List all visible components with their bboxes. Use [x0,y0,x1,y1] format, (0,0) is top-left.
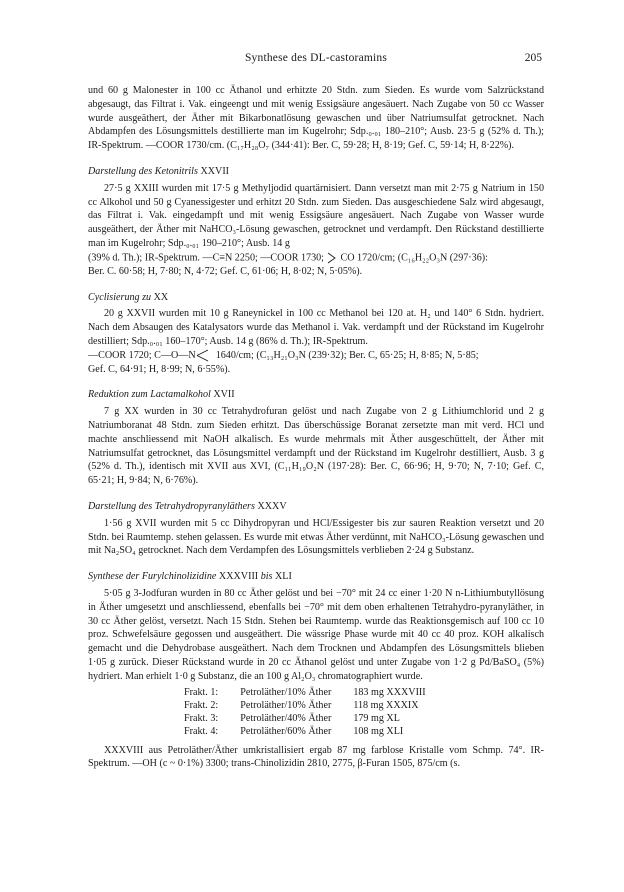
fraction-amount: 118 mg XXXIX [353,699,419,711]
paragraph-reduktion: 7 g XX wurden in 30 cc Tetrahydrofuran gelöst und nach Zugabe von 2 g Lithiumchlorid und 2 g Natriumboranat 48 Stdn. zum Sieden erhitzt. Das überschüssige Boranat zersetzte man mit verd. HCl und machte anschliessend mit NaOH alkalisch. Es wurde mehrmals mit Äther ausgeschüttelt, der Äther mit Natriumsulfat getrocknet, das Lösungsmittel verdampft und der Rückstand im Kugelrohr destilliert, Ausb. 3 g (52% d. Th.), identisch mit XVII aus XVI, (C₁₁H₁₉O₂N (197·28): Ber. C, 66·96; H, 9·70; N, 7·10; Gef. C, 65·21; H, 9·84; N, 6·76%). [88,406,544,487]
table-row [184,686,448,699]
heading-bis: bis [260,571,273,583]
paragraph-malonester: und 60 g Malonester in 100 cc Äthanol und erhitzte 20 Stdn. zum Sieden. Es wurde vom Salzrückstand abgesaugt, das Filtrat i. Vak. eingeengt und mit wenig Essigsäure angesäuert. Nach Zugabe von 50 cc Wasser wurde ausgeäthert, der Äther mit Bikarbonatlösung gewaschen und über Natriumsulfat getrocknet. Nach Abdampfen des Lösungsmittels destillierte man im Kugelrohr; Sdp.₀.₀₁ 180–210°; Ausb. 23·5 g (52% d. Th.); IR-Spektrum. —COOR 1730/cm. (C₁₇H₂₈O₇ (344·41): Ber. C, 59·28; H, 8·19; Gef. C, 59·14; H, 8·22%). [88,85,544,152]
table-row [184,699,448,712]
section-heading-title: Darstellung des Tetrahydropyranyläthers [88,501,255,513]
section-heading-cyclisierung [88,291,544,305]
section-heading-reduktion [88,388,544,402]
paragraph-pyranylaether: 1·56 g XVII wurden mit 5 cc Dihydropyran und HCl/Essigester bis zur sauren Reaktion versetzt und 20 Stdn. bei Raumtemp. stehen gelassen. Es wurde mit etwas Äther verdünnt, mit NaHCO₃-Lösung gewaschen und mit Na₂SO₄ getrocknet. Nach dem Verdampfen des Lösungsmittels verblieben 2·24 g Substanz. [88,517,544,557]
paragraph-cyclisierung: 20 g XXVII wurden mit 10 g Raneynickel in 100 cc Methanol bei 120 at. H₂ und 140° 6 Stdn. hydriert. Nach dem Absaugen des Katalysators wurde das Methanol i. Vak. verdampft und der Rückstand im Kugelrohr destilliert; Sdp.₀.₀₁ 160–170°; Ausb. 14 g (86% d. Th.); IR-Spektrum. [88,308,544,348]
fraction-label: Frakt. 1: [184,686,219,698]
paragraph-furylchinolizidine: 5·05 g 3-Jodfuran wurden in 80 cc Äther gelöst und bei −70° mit 24 cc einer 1·20 N n-Lithiumbutyllösung in Äther umgesetzt und anschliessend, ebenfalls bei −70° mit dem oben erhaltenen Tetrahydro-pyranyläther, in 30 cc Äther gelöst, versetzt. Nach 15 Stdn. Stehen bei Raumtemp. wurde das Reaktionsgemisch auf 100 cc 10 proz. Schwefelsäure gegossen und ausgeäthert. Die wässrige Phase wurde mit 40 cc 40 proz. KOH alkalisch gemacht und die Dehydrobase ausgeäthert. Nach dem Trocknen und Abdampfen des Lösungsmittels blieben 1·05 g zurück. Dieser Rückstand wurde in 20 cc Äthanol gelöst und unter Zugabe von 1·2 g Pd/BaSO₄ (5%) hydriert. Man erhielt 1·0 g Substanz, die an 100 g Al₂O₃ chromatographiert wurde. [88,588,544,682]
compound-number: XXXVIII [218,571,259,583]
ring-ketone-icon [327,251,341,265]
fraction-label: Frakt. 4: [184,725,219,737]
fraction-eluent: Petroläther/60% Äther [240,725,332,737]
fraction-eluent: Petroläther/10% Äther [240,699,332,711]
section-heading-title: Darstellung des Ketonitrils [88,165,198,177]
section-heading-pyranylaether [88,500,544,514]
fractions-table [184,686,448,738]
section-heading-title: Synthese der Furylchinolizidine [88,571,217,583]
fraction-amount: 108 mg XLI [353,725,404,737]
paragraph-ketonitril: 27·5 g XXIII wurden mit 17·5 g Methyljodid quartärnisiert. Dann versetzt man mit 2·75 g Natrium in 150 cc Alkohol und 50 g Cyanessigester und erhitzt 20 Stdn. zum Sieden. Das ausgeschiedene Salz wird abgesaugt, das Filtrat i. Vak. eingedampft und mit wenig Essigsäure angesäuert. Nach Zugabe von Wasser wurde ausgeäthert, der Äther mit NaHCO₃-Lösung gewaschen, getrocknet und verdampft. Den Rückstand destillierte man im Kugelrohr; Sdp.₀.₀₁ 190–210°; Ausb. 14 g [88,182,544,249]
article-body [88,84,544,771]
section-heading-ketonitril [88,165,544,179]
paragraph-ketonitril-ir [88,251,544,265]
fraction-amount: 179 mg XL [353,712,400,724]
table-row [184,712,448,725]
paragraph-cyclisierung-analysis: Gef. C, 64·91; H, 8·99; N, 6·55%). [88,363,231,375]
fraction-amount: 183 mg XXXVIII [353,686,426,698]
paragraph-xxxviii: XXXVIII aus Petroläther/Äther umkristallisiert ergab 87 mg farblose Kristalle vom Schmp. 74°. IR-Spektrum. —OH (c ~ 0·1%) 3300; trans-Chinolizidin 2810, 2775, β-Furan 1505, 875/cm (s. [88,744,544,770]
section-heading-title: Cyclisierung zu [88,291,152,303]
table-row [184,725,448,738]
compound-number: XX [153,291,169,303]
section-heading-title: Reduktion zum Lactamalkohol [88,389,211,401]
fraction-label: Frakt. 3: [184,712,219,724]
lactam-branch-icon [196,349,216,362]
ir-text-before: —COOR 1720; C—O—N [88,349,196,361]
ir-text-after: 1640/cm; (C₁₃H₂₁O₃N (239·32); Ber. C, 65·25; H, 8·85; N, 5·85; [215,349,479,361]
running-head [88,52,544,68]
ir-text-before: (39% d. Th.); IR-Spektrum. —C≡N 2250; —COOR 1730; [88,252,324,264]
compound-number: XVII [213,389,235,401]
fraction-eluent: Petroläther/10% Äther [240,686,332,698]
paragraph-ketonitril-analysis: Ber. C. 60·58; H, 7·80; N, 4·72; Gef. C, 61·06; H, 8·02; N, 5·05%). [88,265,363,277]
compound-number: XXXV [257,501,287,513]
fraction-eluent: Petroläther/40% Äther [240,712,332,724]
fraction-label: Frakt. 2: [184,699,219,711]
section-heading-furylchinolizidine [88,570,544,584]
compound-number: XLI [275,571,292,583]
ir-text-after: CO 1720/cm; (C₁₆H₂₂O₃N (297·36): [340,252,488,264]
page-number: 205 [524,52,542,64]
compound-number: XXVII [200,165,230,177]
running-title: Synthese des DL-castoramins [244,52,388,64]
paragraph-cyclisierung-ir [88,349,544,363]
